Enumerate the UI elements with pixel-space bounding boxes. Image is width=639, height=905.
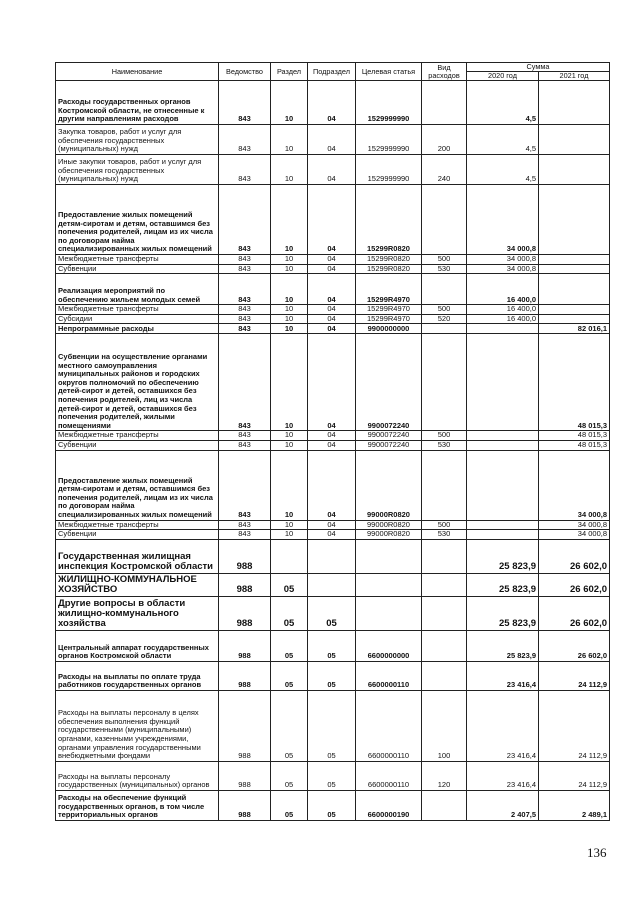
cell-subsection: 04 — [308, 255, 356, 265]
cell-2020 — [467, 334, 539, 431]
cell-section: 10 — [271, 185, 308, 255]
cell-exp-type — [422, 334, 467, 431]
cell-section: 05 — [271, 630, 308, 661]
cell-dept: 988 — [219, 596, 271, 630]
cell-subsection: 04 — [308, 324, 356, 334]
cell-name: Иные закупки товаров, работ и услуг для обеспечения государственных (муниципальных) нужд — [56, 155, 219, 185]
table-row — [56, 305, 610, 315]
cell-target: 9900072240 — [356, 431, 422, 441]
cell-2020: 4,5 — [467, 155, 539, 185]
cell-2020: 34 000,8 — [467, 264, 539, 274]
cell-dept: 843 — [219, 274, 271, 305]
cell-subsection: 04 — [308, 264, 356, 274]
cell-target: 15299R4970 — [356, 314, 422, 324]
cell-section: 10 — [271, 440, 308, 450]
cell-subsection: 04 — [308, 530, 356, 540]
budget-table — [55, 62, 610, 821]
cell-section: 10 — [271, 530, 308, 540]
table-row — [56, 81, 610, 125]
cell-name: Межбюджетные трансферты — [56, 305, 219, 315]
cell-2020: 25 823,9 — [467, 630, 539, 661]
cell-exp-type — [422, 81, 467, 125]
cell-2021 — [539, 314, 610, 324]
cell-subsection: 04 — [308, 125, 356, 155]
cell-2020: 34 000,8 — [467, 185, 539, 255]
cell-target: 15299R0820 — [356, 255, 422, 265]
cell-target: 9900000000 — [356, 324, 422, 334]
cell-2021 — [539, 255, 610, 265]
cell-section: 10 — [271, 324, 308, 334]
cell-target: 6600000110 — [356, 661, 422, 690]
table-row — [56, 431, 610, 441]
table-row — [56, 761, 610, 790]
cell-exp-type — [422, 630, 467, 661]
cell-target: 15299R0820 — [356, 264, 422, 274]
cell-exp-type: 530 — [422, 440, 467, 450]
cell-name: Межбюджетные трансферты — [56, 520, 219, 530]
cell-exp-type: 530 — [422, 530, 467, 540]
cell-target — [356, 573, 422, 596]
header-name: Наименование — [56, 63, 219, 81]
cell-2021 — [539, 185, 610, 255]
cell-dept: 988 — [219, 690, 271, 761]
cell-2020: 2 407,5 — [467, 790, 539, 820]
cell-2020 — [467, 324, 539, 334]
cell-name: Расходы государственных органов Костромской области, не отнесенные к другим направлениям расходов — [56, 81, 219, 125]
table-row — [56, 450, 610, 520]
header-year-2020: 2020 год — [467, 72, 539, 81]
cell-name: Межбюджетные трансферты — [56, 255, 219, 265]
cell-name: Расходы на выплаты персоналу в целях обеспечения выполнения функций государственными (муниципальными) органами, казенными учреждениями, органами управления государственными внебюджетными фондами — [56, 690, 219, 761]
cell-2021: 26 602,0 — [539, 630, 610, 661]
cell-2021: 48 015,3 — [539, 431, 610, 441]
cell-2021: 34 000,8 — [539, 520, 610, 530]
cell-2021 — [539, 274, 610, 305]
cell-exp-type — [422, 539, 467, 573]
table-row — [56, 661, 610, 690]
cell-2020: 23 416,4 — [467, 761, 539, 790]
cell-dept: 988 — [219, 790, 271, 820]
header-dept: Ведомство — [219, 63, 271, 81]
cell-dept: 988 — [219, 539, 271, 573]
cell-exp-type: 240 — [422, 155, 467, 185]
table-row — [56, 314, 610, 324]
cell-2020: 16 400,0 — [467, 305, 539, 315]
header-target: Целевая статья — [356, 63, 422, 81]
cell-exp-type — [422, 324, 467, 334]
cell-2020: 23 416,4 — [467, 661, 539, 690]
cell-section: 10 — [271, 431, 308, 441]
cell-exp-type: 120 — [422, 761, 467, 790]
cell-section: 05 — [271, 661, 308, 690]
table-row — [56, 630, 610, 661]
cell-section: 10 — [271, 155, 308, 185]
cell-dept: 843 — [219, 305, 271, 315]
cell-name: Реализация мероприятий по обеспечению жильем молодых семей — [56, 274, 219, 305]
cell-section: 10 — [271, 450, 308, 520]
cell-dept: 843 — [219, 185, 271, 255]
cell-exp-type — [422, 450, 467, 520]
cell-2021 — [539, 81, 610, 125]
cell-2021: 82 016,1 — [539, 324, 610, 334]
cell-exp-type: 100 — [422, 690, 467, 761]
table-row — [56, 255, 610, 265]
header-subsection: Подраздел — [308, 63, 356, 81]
cell-2020: 25 823,9 — [467, 539, 539, 573]
cell-section: 05 — [271, 761, 308, 790]
cell-2020: 25 823,9 — [467, 573, 539, 596]
cell-subsection: 04 — [308, 185, 356, 255]
cell-2020: 16 400,0 — [467, 314, 539, 324]
cell-dept: 988 — [219, 761, 271, 790]
cell-2021: 2 489,1 — [539, 790, 610, 820]
cell-subsection: 04 — [308, 274, 356, 305]
cell-target: 9900072240 — [356, 334, 422, 431]
cell-2021: 24 112,9 — [539, 761, 610, 790]
cell-section: 10 — [271, 81, 308, 125]
cell-section: 05 — [271, 690, 308, 761]
cell-subsection — [308, 573, 356, 596]
cell-name: ЖИЛИЩНО-КОММУНАЛЬНОЕ ХОЗЯЙСТВО — [56, 573, 219, 596]
cell-exp-type — [422, 790, 467, 820]
cell-2021: 24 112,9 — [539, 661, 610, 690]
cell-2021: 34 000,8 — [539, 530, 610, 540]
table-row — [56, 334, 610, 431]
cell-target — [356, 596, 422, 630]
budget-table-sheet — [55, 62, 609, 821]
cell-section: 10 — [271, 255, 308, 265]
cell-name: Другие вопросы в области жилищно-коммунального хозяйства — [56, 596, 219, 630]
cell-subsection: 04 — [308, 305, 356, 315]
cell-2020 — [467, 520, 539, 530]
cell-dept: 843 — [219, 530, 271, 540]
cell-dept: 843 — [219, 125, 271, 155]
cell-subsection: 04 — [308, 314, 356, 324]
cell-subsection: 04 — [308, 520, 356, 530]
cell-target: 99000R0820 — [356, 530, 422, 540]
cell-2020: 25 823,9 — [467, 596, 539, 630]
cell-name: Непрограммные расходы — [56, 324, 219, 334]
table-row — [56, 264, 610, 274]
cell-dept: 843 — [219, 155, 271, 185]
cell-2020 — [467, 440, 539, 450]
cell-name: Центральный аппарат государственных органов Костромской области — [56, 630, 219, 661]
cell-subsection: 04 — [308, 450, 356, 520]
cell-target: 6600000110 — [356, 761, 422, 790]
cell-name: Субвенции — [56, 530, 219, 540]
table-row — [56, 690, 610, 761]
cell-2021: 48 015,3 — [539, 334, 610, 431]
cell-name: Субсидии — [56, 314, 219, 324]
cell-2021 — [539, 305, 610, 315]
table-row — [56, 539, 610, 573]
cell-subsection: 05 — [308, 761, 356, 790]
table-row — [56, 185, 610, 255]
cell-name: Предоставление жилых помещений детям-сиротам и детям, оставшимся без попечения родителей, лицам из их числа по договорам найма специализированных жилых помещений — [56, 185, 219, 255]
cell-exp-type: 500 — [422, 305, 467, 315]
cell-subsection: 04 — [308, 334, 356, 431]
cell-exp-type: 200 — [422, 125, 467, 155]
table-row — [56, 324, 610, 334]
cell-dept: 843 — [219, 520, 271, 530]
cell-dept: 988 — [219, 630, 271, 661]
cell-section — [271, 539, 308, 573]
table-row — [56, 520, 610, 530]
cell-exp-type — [422, 573, 467, 596]
cell-dept: 843 — [219, 431, 271, 441]
cell-target: 99000R0820 — [356, 520, 422, 530]
cell-dept: 843 — [219, 81, 271, 125]
cell-2021: 26 602,0 — [539, 596, 610, 630]
cell-name: Межбюджетные трансферты — [56, 431, 219, 441]
cell-exp-type — [422, 661, 467, 690]
cell-exp-type — [422, 274, 467, 305]
cell-target: 99000R0820 — [356, 450, 422, 520]
cell-section: 10 — [271, 264, 308, 274]
cell-section: 05 — [271, 573, 308, 596]
header-exp-type: Вид расходов — [422, 63, 467, 81]
cell-target: 6600000110 — [356, 690, 422, 761]
cell-name: Субвенции — [56, 264, 219, 274]
cell-exp-type: 520 — [422, 314, 467, 324]
cell-section: 05 — [271, 596, 308, 630]
page-number: 136 — [587, 845, 607, 860]
cell-subsection: 05 — [308, 630, 356, 661]
table-body — [56, 81, 610, 821]
cell-name: Субвенции — [56, 440, 219, 450]
cell-exp-type: 500 — [422, 255, 467, 265]
cell-2021: 26 602,0 — [539, 539, 610, 573]
cell-2020: 4,5 — [467, 81, 539, 125]
cell-2021: 34 000,8 — [539, 450, 610, 520]
cell-2021: 26 602,0 — [539, 573, 610, 596]
cell-subsection: 04 — [308, 431, 356, 441]
cell-subsection — [308, 539, 356, 573]
cell-dept: 843 — [219, 450, 271, 520]
cell-section: 10 — [271, 334, 308, 431]
table-header — [56, 63, 610, 81]
cell-section: 10 — [271, 305, 308, 315]
cell-section: 10 — [271, 314, 308, 324]
cell-exp-type: 530 — [422, 264, 467, 274]
cell-2020 — [467, 530, 539, 540]
cell-target: 6600000000 — [356, 630, 422, 661]
cell-dept: 988 — [219, 573, 271, 596]
cell-dept: 843 — [219, 440, 271, 450]
table-row — [56, 573, 610, 596]
cell-name: Государственная жилищная инспекция Костромской области — [56, 539, 219, 573]
table-row — [56, 790, 610, 820]
cell-subsection: 05 — [308, 690, 356, 761]
cell-subsection: 04 — [308, 81, 356, 125]
cell-name: Предоставление жилых помещений детям-сиротам и детям, оставшимся без попечения родителей, лицам из их числа по договорам найма специализированных жилых помещений — [56, 450, 219, 520]
cell-section: 10 — [271, 274, 308, 305]
cell-section: 10 — [271, 520, 308, 530]
table-row — [56, 155, 610, 185]
table-row — [56, 125, 610, 155]
cell-target: 15299R0820 — [356, 185, 422, 255]
cell-section: 10 — [271, 125, 308, 155]
cell-2020 — [467, 431, 539, 441]
cell-target — [356, 539, 422, 573]
cell-2020: 16 400,0 — [467, 274, 539, 305]
cell-target: 15299R4970 — [356, 274, 422, 305]
cell-dept: 843 — [219, 255, 271, 265]
header-sum: Сумма — [467, 63, 610, 72]
cell-2021 — [539, 125, 610, 155]
cell-2021: 48 015,3 — [539, 440, 610, 450]
table-row — [56, 440, 610, 450]
header-year-2021: 2021 год — [539, 72, 610, 81]
cell-2021: 24 112,9 — [539, 690, 610, 761]
cell-exp-type: 500 — [422, 520, 467, 530]
cell-dept: 843 — [219, 314, 271, 324]
cell-subsection: 05 — [308, 661, 356, 690]
cell-subsection: 05 — [308, 790, 356, 820]
cell-dept: 843 — [219, 264, 271, 274]
cell-exp-type — [422, 596, 467, 630]
cell-name: Расходы на выплаты по оплате труда работников государственных органов — [56, 661, 219, 690]
header-section: Раздел — [271, 63, 308, 81]
cell-subsection: 05 — [308, 596, 356, 630]
cell-subsection: 04 — [308, 155, 356, 185]
cell-target: 1529999990 — [356, 125, 422, 155]
cell-2020: 4,5 — [467, 125, 539, 155]
cell-target: 9900072240 — [356, 440, 422, 450]
cell-name: Закупка товаров, работ и услуг для обеспечения государственных (муниципальных) нужд — [56, 125, 219, 155]
cell-dept: 843 — [219, 334, 271, 431]
cell-exp-type — [422, 185, 467, 255]
cell-2020: 23 416,4 — [467, 690, 539, 761]
table-row — [56, 274, 610, 305]
cell-target: 1529999990 — [356, 155, 422, 185]
cell-target: 15299R4970 — [356, 305, 422, 315]
cell-2020: 34 000,8 — [467, 255, 539, 265]
cell-target: 1529999990 — [356, 81, 422, 125]
table-row — [56, 530, 610, 540]
cell-name: Расходы на обеспечение функций государственных органов, в том числе территориальных органов — [56, 790, 219, 820]
cell-subsection: 04 — [308, 440, 356, 450]
cell-dept: 843 — [219, 324, 271, 334]
cell-dept: 988 — [219, 661, 271, 690]
cell-2020 — [467, 450, 539, 520]
cell-2021 — [539, 264, 610, 274]
table-row — [56, 596, 610, 630]
cell-name: Расходы на выплаты персоналу государственных (муниципальных) органов — [56, 761, 219, 790]
cell-exp-type: 500 — [422, 431, 467, 441]
cell-target: 6600000190 — [356, 790, 422, 820]
cell-section: 05 — [271, 790, 308, 820]
cell-name: Субвенции на осуществление органами местного самоуправления муниципальных районов и городских округов полномочий по обеспечению детей-сирот и детей, оставшихся без попечения родителей, лиц из числа детей-сирот и детей, оставшихся без попечения родителей, жилыми помещениями — [56, 334, 219, 431]
cell-2021 — [539, 155, 610, 185]
